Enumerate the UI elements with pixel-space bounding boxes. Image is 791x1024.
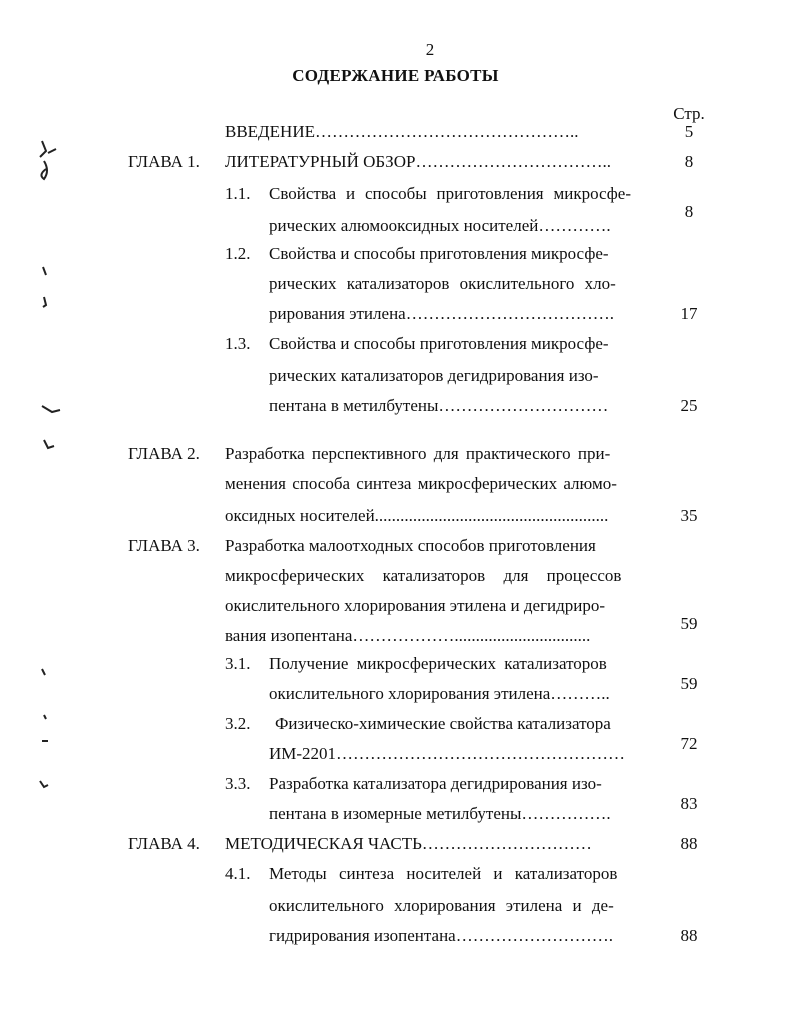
toc-entry-line: Разработка катализатора дегидрирования изо- xyxy=(269,774,602,793)
toc-page-number: 35 xyxy=(680,506,698,525)
word: Свойства xyxy=(269,184,337,203)
toc-leader-dots: …………………………….. xyxy=(415,152,611,171)
section-number: 1.2. xyxy=(225,244,251,263)
toc-page-number: 72 xyxy=(680,734,698,753)
page-number: 2 xyxy=(425,40,435,59)
toc-entry-line: окислительного хлорирования этилена……….. xyxy=(269,684,610,703)
toc-entry-line: гидрирования изопентана………………………. xyxy=(269,926,613,945)
toc-page-number: 59 xyxy=(680,614,698,633)
toc-entry-title: МЕТОДИЧЕСКАЯ ЧАСТЬ xyxy=(225,834,422,853)
toc-page-number: 17 xyxy=(680,304,698,323)
toc-entry-line: окислительного хлорирования этилена и дегидриро- xyxy=(225,596,606,615)
section-number: 1.3. xyxy=(225,334,251,353)
word: приготовления xyxy=(436,184,544,203)
chapter-label: ГЛАВА 3. xyxy=(128,536,200,555)
toc-entry-line: Физическо-химические свойства катализатора xyxy=(275,714,611,733)
toc-entry-line: менения способа синтеза микросферических алюмо- xyxy=(225,474,617,493)
scan-speck-icon xyxy=(38,265,52,315)
word: и xyxy=(346,184,356,203)
toc-page-number: 59 xyxy=(680,674,698,693)
toc-page-number: 83 xyxy=(680,794,698,813)
toc-entry-line: рических алюмооксидных носителей…………. xyxy=(269,216,611,235)
toc-entry-line: Свойства и способы приготовления микросфе- xyxy=(269,334,609,353)
toc-page-number: 5 xyxy=(684,122,694,141)
page-column-header: Стр. xyxy=(673,104,705,123)
toc-page-number: 88 xyxy=(680,926,698,945)
toc-entry-line: рирования этилена………………………………. xyxy=(269,304,614,323)
toc-entry-title: ВВЕДЕНИЕ xyxy=(225,122,315,141)
toc-page-number: 25 xyxy=(680,396,698,415)
toc-entry-line: микросферических катализаторов для процессов xyxy=(225,566,622,585)
word: способы xyxy=(365,184,427,203)
toc-entry-line: Свойства и способы приготовления микросфе- xyxy=(269,244,609,263)
toc-entry-line: Разработка малоотходных способов приготовления xyxy=(225,536,596,555)
toc-page-number: 8 xyxy=(684,202,694,221)
section-number: 4.1. xyxy=(225,864,251,883)
page-title: СОДЕРЖАНИЕ РАБОТЫ xyxy=(292,66,499,85)
section-number: 1.1. xyxy=(225,184,251,203)
toc-page-number: 8 xyxy=(684,152,694,171)
word: микросфе- xyxy=(553,184,631,203)
toc-entry-line: рических катализаторов дегидрирования изо- xyxy=(269,366,599,385)
toc-leader-dots: ………………………… xyxy=(421,834,592,853)
toc-entry-line xyxy=(269,184,631,204)
toc-entry-line: ИМ-2201…………………………………………… xyxy=(269,744,626,763)
toc-entry-line: Разработка перспективного для практического при- xyxy=(225,444,611,463)
scan-speck-icon xyxy=(30,135,70,195)
chapter-label: ГЛАВА 4. xyxy=(128,834,200,853)
toc-entry-line: пентана в изомерные метилбутены……………. xyxy=(269,804,611,823)
scan-speck-icon xyxy=(38,400,68,455)
chapter-label: ГЛАВА 1. xyxy=(128,152,200,171)
toc-leader-dots: ……………………………………….. xyxy=(314,122,579,141)
toc-entry-line: рических катализаторов окислительного хло- xyxy=(269,274,616,293)
chapter-label: ГЛАВА 2. xyxy=(128,444,200,463)
toc-entry-line: вания изопентана………………................................ xyxy=(225,626,591,645)
toc-page-number: 88 xyxy=(680,834,698,853)
toc-entry-line: пентана в метилбутены………………………… xyxy=(269,396,609,415)
toc-entry-line: оксидных носителей....................................................... xyxy=(225,506,609,525)
section-number: 3.3. xyxy=(225,774,251,793)
section-number: 3.1. xyxy=(225,654,251,673)
toc-entry-title: ЛИТЕРАТУРНЫЙ ОБЗОР xyxy=(225,152,416,171)
toc-entry-line: Методы синтеза носителей и катализаторов xyxy=(269,864,618,883)
section-number: 3.2. xyxy=(225,714,251,733)
scan-speck-icon xyxy=(36,665,56,795)
toc-entry-line: окислительного хлорирования этилена и де- xyxy=(269,896,614,915)
toc-entry-line: Получение микросферических катализаторов xyxy=(269,654,607,673)
